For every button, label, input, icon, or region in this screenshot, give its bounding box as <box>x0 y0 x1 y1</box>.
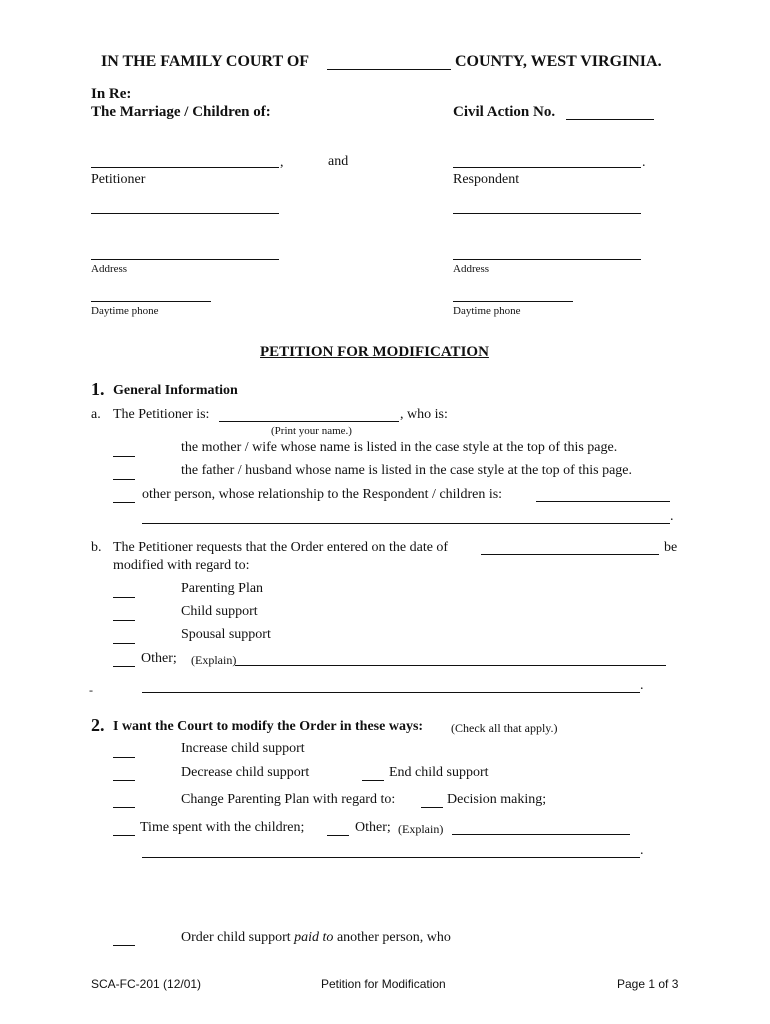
other-change-explain: (Explain) <box>398 822 444 836</box>
petitioner-comma: , <box>280 155 284 170</box>
petitioner-phone-label: Daytime phone <box>91 305 159 317</box>
time-spent-label: Time spent with the children; <box>140 820 305 835</box>
other-change-checkbox[interactable] <box>327 835 349 836</box>
spousal-support-label: Spousal support <box>181 627 271 642</box>
other-modify-checkbox[interactable] <box>113 666 135 667</box>
modified-regard-text: modified with regard to: <box>113 558 250 573</box>
increase-support-label: Increase child support <box>181 741 305 756</box>
father-option-text: the father / husband whose name is listed in the case style at the top of this page. <box>181 463 632 478</box>
parenting-plan-checkbox[interactable] <box>113 597 135 598</box>
respondent-period: . <box>642 155 646 170</box>
decrease-support-label: Decrease child support <box>181 765 310 780</box>
respondent-label: Respondent <box>453 172 520 187</box>
child-support-checkbox[interactable] <box>113 620 135 621</box>
court-title-right: COUNTY, WEST VIRGINIA. <box>455 53 662 70</box>
petitioner-address-label: Address <box>91 263 128 275</box>
change-plan-label: Change Parenting Plan with regard to: <box>181 792 396 807</box>
other-change-label: Other; <box>355 820 391 835</box>
petitioner-print-name-blank[interactable] <box>219 421 399 422</box>
section2-check-note: (Check all that apply.) <box>451 721 558 735</box>
footer-title: Petition for Modification <box>321 977 446 991</box>
other-change-explain-blank[interactable] <box>452 834 630 835</box>
order-date-blank[interactable] <box>481 554 659 555</box>
time-spent-checkbox[interactable] <box>113 835 135 836</box>
other-modify-explain-blank[interactable] <box>235 665 666 666</box>
who-is-text: , who is: <box>400 407 448 422</box>
item-a-letter: a. <box>91 407 101 422</box>
petitioner-label: Petitioner <box>91 172 146 187</box>
other-person-checkbox[interactable] <box>113 502 135 503</box>
order-paid-italic: paid to <box>294 930 334 945</box>
increase-support-checkbox[interactable] <box>113 757 135 758</box>
relationship-blank-line2[interactable] <box>142 523 670 524</box>
petitioner-address-line2[interactable] <box>91 259 279 260</box>
section1-heading: General Information <box>113 383 238 398</box>
civil-action-number-blank[interactable] <box>566 119 654 120</box>
and-label: and <box>328 154 349 169</box>
end-support-label: End child support <box>389 765 489 780</box>
stray-mark: - <box>89 683 93 697</box>
respondent-phone-blank[interactable] <box>453 301 573 302</box>
spousal-support-checkbox[interactable] <box>113 643 135 644</box>
father-checkbox[interactable] <box>113 479 135 480</box>
petitioner-is-text: The Petitioner is: <box>113 407 210 422</box>
order-paid-to-checkbox[interactable] <box>113 945 135 946</box>
respondent-phone-label: Daytime phone <box>453 305 521 317</box>
relationship-blank[interactable] <box>536 501 670 502</box>
order-paid-prefix: Order child support <box>181 930 291 945</box>
other-modify-explain-blank-line2[interactable] <box>142 692 640 693</box>
section2-heading: I want the Court to modify the Order in these ways: <box>113 719 424 734</box>
civil-action-label: Civil Action No. <box>453 104 556 120</box>
decrease-support-checkbox[interactable] <box>113 780 135 781</box>
respondent-address-line2[interactable] <box>453 259 641 260</box>
petitioner-name-blank[interactable] <box>91 167 279 168</box>
order-paid-to-text <box>181 930 451 946</box>
decision-making-checkbox[interactable] <box>421 807 443 808</box>
item-b-letter: b. <box>91 540 102 555</box>
order-paid-suffix: another person, who <box>336 930 451 945</box>
other-modify-period: . <box>640 678 644 693</box>
other-person-text: other person, whose relationship to the Respondent / children is: <box>142 487 503 502</box>
other-modify-label: Other; <box>141 651 177 666</box>
footer-form-id: SCA-FC-201 (12/01) <box>91 977 202 991</box>
section2-number: 2. <box>91 715 105 735</box>
parenting-plan-label: Parenting Plan <box>181 581 264 596</box>
county-name-blank[interactable] <box>327 69 451 70</box>
decision-making-label: Decision making; <box>447 792 547 807</box>
other-change-period: . <box>640 843 644 858</box>
mother-option-text: the mother / wife whose name is listed in the case style at the top of this page. <box>181 440 618 455</box>
marriage-children-label: The Marriage / Children of: <box>91 104 271 120</box>
mother-checkbox[interactable] <box>113 456 135 457</box>
other-change-explain-blank-line2[interactable] <box>142 857 640 858</box>
be-text: be <box>664 540 678 555</box>
respondent-name-blank[interactable] <box>453 167 641 168</box>
respondent-address-label: Address <box>453 263 490 275</box>
change-plan-checkbox[interactable] <box>113 807 135 808</box>
petitioner-phone-blank[interactable] <box>91 301 211 302</box>
child-support-label: Child support <box>181 604 258 619</box>
respondent-address-line1[interactable] <box>453 213 641 214</box>
footer-page-number: Page 1 of 3 <box>617 977 679 991</box>
print-name-hint: (Print your name.) <box>271 425 352 437</box>
petitioner-address-line1[interactable] <box>91 213 279 214</box>
order-date-text: The Petitioner requests that the Order entered on the date of <box>113 540 449 555</box>
other-modify-explain: (Explain) <box>191 653 237 667</box>
in-re-label: In Re: <box>91 86 132 102</box>
end-support-checkbox[interactable] <box>362 780 384 781</box>
relationship-period: . <box>670 509 674 524</box>
court-title-left: IN THE FAMILY COURT OF <box>101 53 310 70</box>
section1-number: 1. <box>91 379 105 399</box>
form-title: PETITION FOR MODIFICATION <box>260 344 489 360</box>
